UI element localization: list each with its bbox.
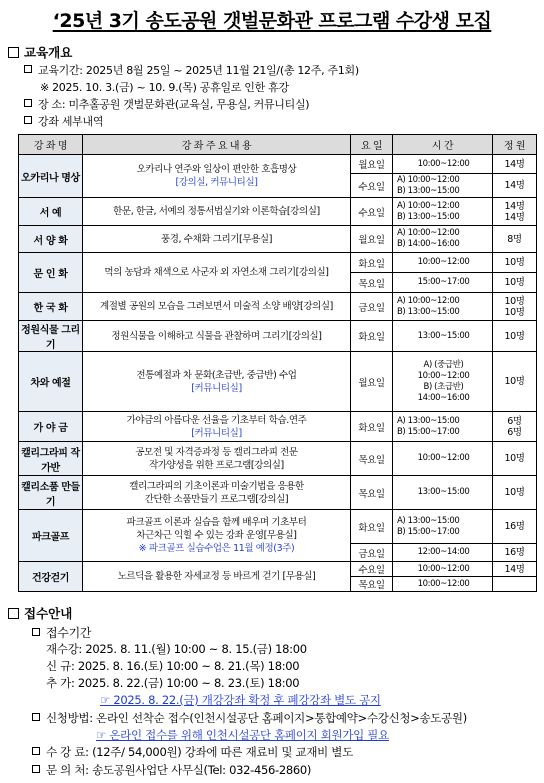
course-description-text: 캘리그라피의 기초이론과 미술기법을 응용한	[129, 480, 304, 492]
square-bullet-icon	[32, 765, 40, 773]
course-description-text: 먹의 농담과 채색으로 사군자 외 자연소재 그리기[강의실]	[104, 267, 329, 278]
square-bullet-icon	[24, 65, 32, 73]
table-row	[19, 352, 537, 412]
course-description-text-2: 차근차근 익힐 수 있는 강좌 운영[무용실]	[136, 530, 297, 541]
course-name: 서 예	[19, 198, 83, 226]
course-capacity: 6명 6명	[493, 412, 537, 442]
course-day: 월요일	[351, 352, 393, 412]
table-row	[19, 321, 537, 352]
course-description-text: 정원식물을 이해하고 식물을 관찰하며 그리기[강의실]	[111, 330, 322, 342]
course-day: 화요일	[351, 253, 393, 273]
table-row	[19, 412, 537, 442]
header-time: 시 간	[393, 135, 493, 155]
header-day: 요 일	[351, 135, 393, 155]
course-time: 10:00~12:00	[393, 577, 493, 592]
table-row	[19, 226, 537, 253]
course-description-text-2: 간단한 소품만들기 프로그램[강의실]	[144, 493, 289, 505]
course-name: 캘리그라피 작가반	[19, 442, 83, 476]
course-description-text: 파크골프 이론과 실습을 함께 배우며 기초부터	[126, 517, 307, 528]
course-description	[83, 510, 351, 562]
course-capacity	[493, 577, 537, 592]
header-capacity: 정 원	[493, 135, 537, 155]
table-row	[19, 476, 537, 510]
course-day: 목요일	[351, 273, 393, 293]
apply-fee: 수 강 료: (12주/ 54,000원) 강좌에 따른 재료비 및 교재비 별도	[32, 744, 353, 760]
course-time: A) 10:00~12:00 B) 14:00~16:00	[393, 226, 493, 253]
course-name: 건강걷기	[19, 562, 83, 592]
course-name: 차와 예절	[19, 352, 83, 412]
square-bullet-icon	[24, 99, 32, 107]
table-row	[19, 293, 537, 321]
course-description-text-2: 작가양성을 위한 프로그램[강의실]	[149, 459, 284, 471]
course-day: 목요일	[351, 442, 393, 476]
square-bullet-icon	[32, 713, 40, 721]
square-bullet-icon	[32, 628, 40, 636]
course-description-text: 풍경, 수채화 그리기[무용실]	[160, 233, 273, 245]
course-name: 문 인 화	[19, 253, 83, 293]
course-description	[83, 562, 351, 592]
course-day: 화요일	[351, 321, 393, 352]
course-capacity: 10명	[493, 253, 537, 273]
course-description	[83, 155, 351, 198]
course-time: A) 13:00~15:00 B) 15:00~17:00	[393, 412, 493, 442]
page-title: ‘25년 3기 송도공원 갯벌문화관 프로그램 수강생 모집	[52, 10, 492, 32]
course-capacity: 14명	[493, 174, 537, 198]
table-body	[19, 155, 537, 592]
course-capacity: 16명	[493, 510, 537, 544]
course-day: 금요일	[351, 293, 393, 321]
education-period: 교육기간: 2025년 8월 25일 ~ 2025년 11월 21일/(총 12주, 주1회)	[24, 62, 359, 78]
table-row	[19, 562, 537, 577]
course-day: 수요일	[351, 562, 393, 577]
course-name: 서 양 화	[19, 226, 83, 253]
course-capacity: 14명	[493, 562, 537, 577]
course-day: 화요일	[351, 412, 393, 442]
course-description-text: 공모전 및 자격증과정 등 캘리그라피 전문	[135, 446, 298, 458]
course-name: 파크골프	[19, 510, 83, 562]
course-capacity: 8명	[493, 226, 537, 253]
course-day: 수요일	[351, 198, 393, 226]
square-bullet-icon	[8, 47, 19, 58]
course-place: [강의실, 커뮤니티실]	[175, 177, 258, 188]
course-day: 목요일	[351, 577, 393, 592]
course-name: 한 국 화	[19, 293, 83, 321]
course-time: A) 10:00~12:00 B) 13:00~15:00	[393, 293, 493, 321]
course-description-text: 전통예절과 차 문화(초급반, 중급반) 수업	[136, 369, 297, 381]
apply-period-label: 접수기간	[32, 624, 91, 641]
education-place: 장 소: 미추홀공원 갯벌문화관(교육실, 무용실, 커뮤니티실)	[24, 96, 309, 112]
square-bullet-icon	[32, 747, 40, 755]
course-description-text: 한문, 한글, 서예의 정통서법실기와 이론학습[강의실]	[113, 206, 320, 217]
apply-contact: 문 의 처: 송도공원사업단 사무실(Tel: 032-456-2860)	[32, 762, 311, 778]
course-description-text: 가야금의 아름다운 선율을 기초부터 학습.연주	[126, 414, 307, 426]
course-name: 오카리나 명상	[19, 155, 83, 198]
course-capacity: 16명	[493, 544, 537, 562]
course-time: 13:00~15:00	[393, 476, 493, 510]
table-row	[19, 442, 537, 476]
apply-heading: 접수안내	[8, 604, 72, 622]
course-name: 가 야 금	[19, 412, 83, 442]
course-day: 월요일	[351, 226, 393, 253]
apply-new: 신 규: 2025. 8. 16.(토) 10:00 ~ 8. 21.(목) 18:00	[46, 659, 300, 673]
course-capacity: 14명 14명	[493, 198, 537, 226]
course-time: A) 10:00~12:00 B) 13:00~15:00	[393, 198, 493, 226]
apply-extra: 추 가: 2025. 8. 22.(금) 10:00 ~ 8. 23.(토) 18:00	[46, 676, 300, 690]
course-day: 금요일	[351, 544, 393, 562]
header-course-content: 강 좌 주 요 내 용	[83, 135, 351, 155]
course-day: 화요일	[351, 510, 393, 544]
course-day: 목요일	[351, 476, 393, 510]
course-description	[83, 352, 351, 412]
apply-method-note: ☞ 온라인 접수를 위해 인천시설공단 홈페이지 회원가입 필요	[96, 728, 389, 742]
table-row	[19, 198, 537, 226]
course-time: 10:00~12:00	[393, 442, 493, 476]
course-place: [커뮤니티실]	[191, 427, 242, 439]
course-capacity: 10명	[493, 321, 537, 352]
course-description	[83, 321, 351, 352]
course-time: 10:00~12:00	[393, 253, 493, 273]
course-day: 월요일	[351, 155, 393, 174]
table-row	[19, 510, 537, 544]
course-time: 15:00~17:00	[393, 273, 493, 293]
course-name: 정원식물 그리기	[19, 321, 83, 352]
course-capacity: 10명 10명	[493, 293, 537, 321]
square-bullet-icon	[24, 116, 32, 124]
course-description	[83, 412, 351, 442]
course-description	[83, 226, 351, 253]
course-description	[83, 253, 351, 293]
course-table	[18, 134, 537, 592]
course-description-text: 노르딕을 활용한 자세교정 등 바르게 걷기 [무용실]	[117, 571, 316, 582]
course-day: 수요일	[351, 174, 393, 198]
course-time: A) 13:00~15:00 B) 15:00~17:00	[393, 510, 493, 544]
course-time: 12:00~14:00	[393, 544, 493, 562]
course-time: 13:00~15:00	[393, 321, 493, 352]
header-course-name: 강 좌 명	[19, 135, 83, 155]
course-description	[83, 442, 351, 476]
course-description-text: 계절별 공원의 모습을 그려보면서 미술적 소양 배양[강의실]	[100, 301, 333, 312]
apply-confirm-note: ☞ 2025. 8. 22.(금) 개강강좌 확정 후 폐강강좌 별도 공지	[100, 693, 381, 707]
course-note: ※ 파크골프 실습수업은 11월 예정(3주)	[138, 543, 295, 554]
course-place: [커뮤니티실]	[191, 382, 242, 394]
course-time: A) (중급반) 10:00~12:00 B) (초급반) 14:00~16:00	[393, 352, 493, 412]
course-description-text: 오카리나 연주와 일상이 편안한 호흡명상	[136, 164, 297, 175]
table-row	[19, 155, 537, 174]
course-detail-label: 강좌 세부내역	[24, 113, 103, 129]
course-time: A) 10:00~12:00 B) 13:00~15:00	[393, 174, 493, 198]
course-capacity: 10명	[493, 352, 537, 412]
holiday-note: ※ 2025. 10. 3.(금) ~ 10. 9.(목) 공휴일로 인한 휴강	[40, 81, 289, 94]
course-capacity: 14명	[493, 155, 537, 174]
course-description	[83, 198, 351, 226]
apply-method: 신청방법: 온라인 선착순 접수(인천시설공단 홈페이지>통합예약>수강신청>송도공원)	[32, 710, 467, 726]
course-capacity: 10명	[493, 442, 537, 476]
course-time: 10:00~12:00	[393, 562, 493, 577]
table-header-row	[19, 135, 537, 155]
overview-heading: 교육개요	[8, 43, 72, 61]
course-time: 10:00~12:00	[393, 155, 493, 174]
course-description	[83, 293, 351, 321]
course-capacity: 10명	[493, 273, 537, 293]
table-row	[19, 253, 537, 273]
square-bullet-icon	[8, 608, 19, 619]
course-capacity: 10명	[493, 476, 537, 510]
apply-existing: 재수강: 2025. 8. 11.(월) 10:00 ~ 8. 15.(금) 18:00	[46, 642, 307, 656]
course-name: 캘리소품 만들기	[19, 476, 83, 510]
course-description	[83, 476, 351, 510]
